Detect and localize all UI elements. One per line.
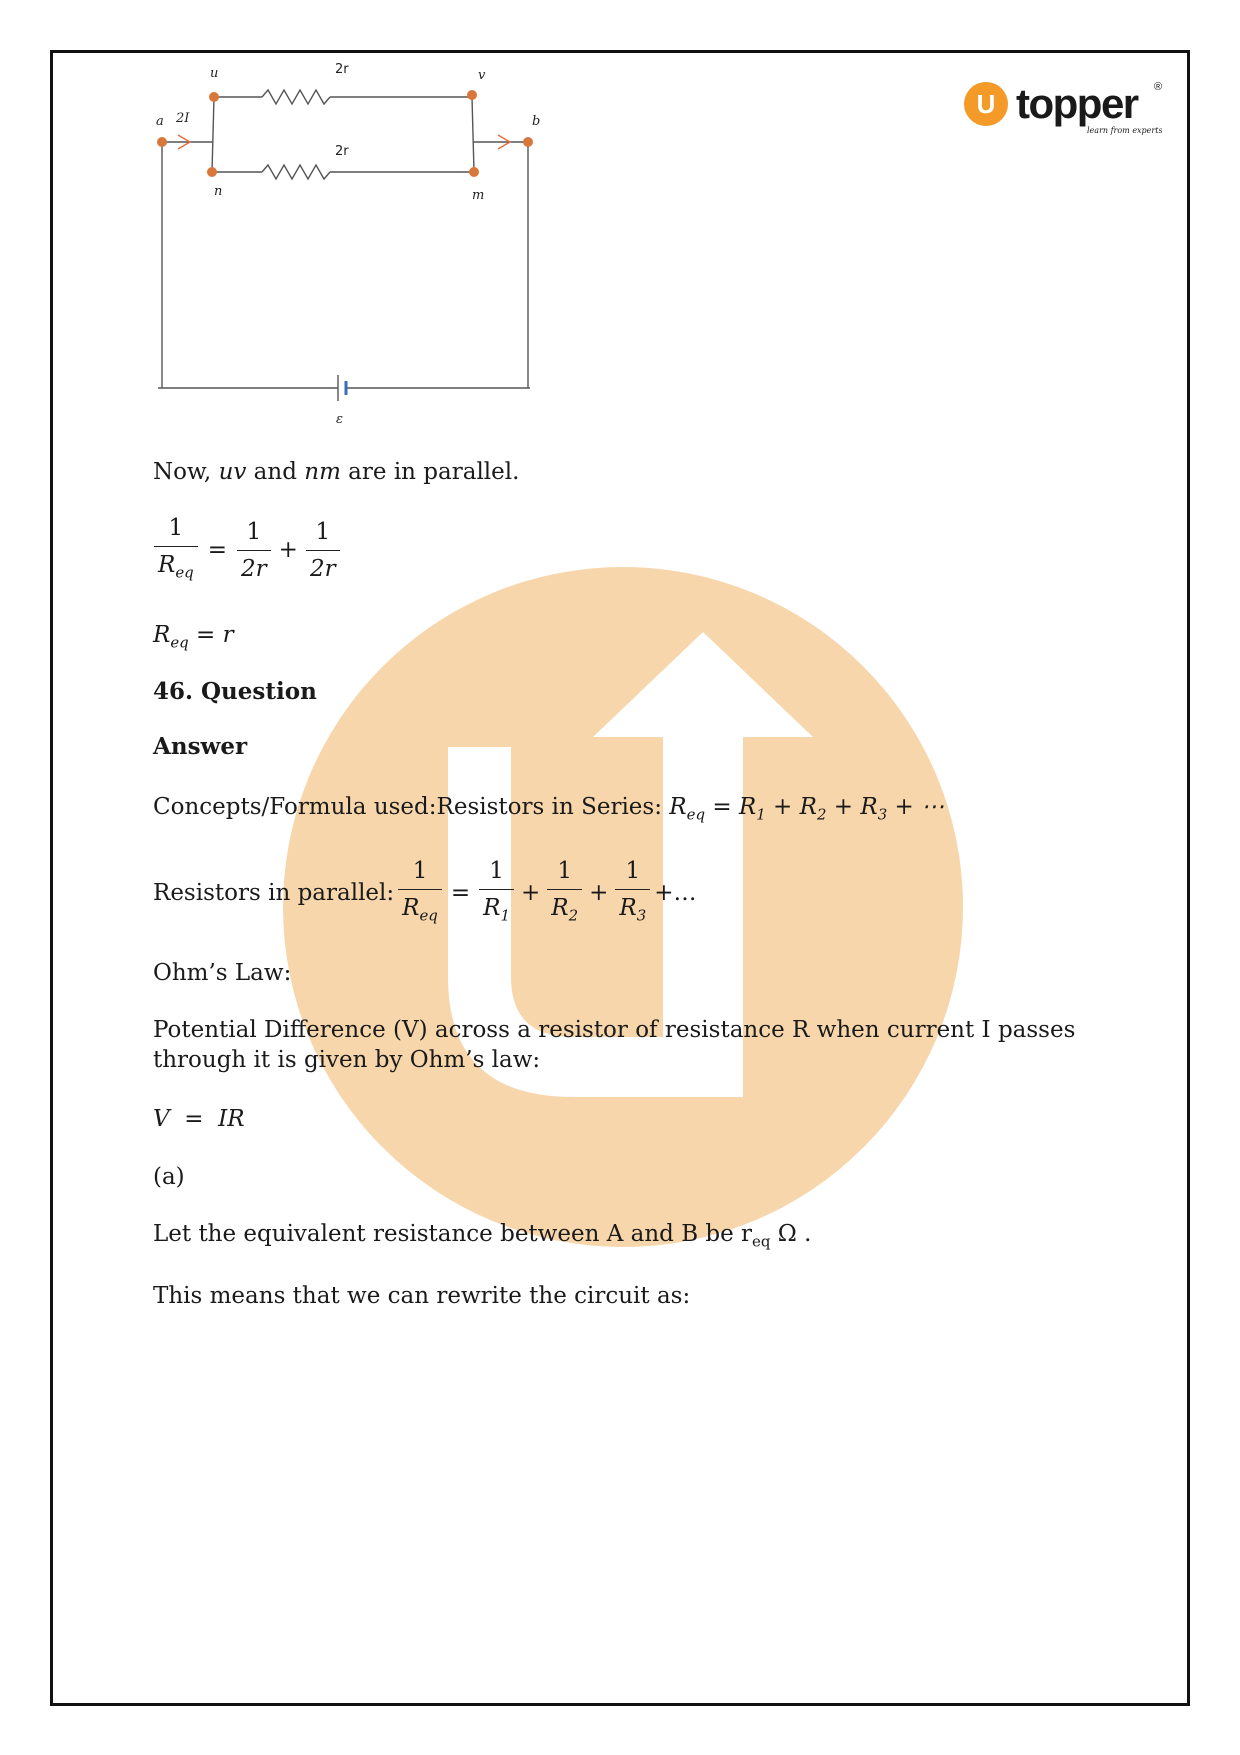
part-a-line1: Let the equivalent resistance between A and B be $r_{eq}$ Ω . [153, 1221, 812, 1251]
node-u [209, 92, 219, 102]
node-v [467, 90, 477, 100]
brand-logo [962, 78, 1162, 142]
concepts-series: Concepts/Formula used:Resistors in Series: $R_{eq} = R_1 + R_2 + R_3$ + ⋯ [153, 794, 945, 824]
label-current: 2I [176, 111, 190, 126]
brand-badge-letter: U [976, 89, 996, 119]
brand-tagline: learn from experts [1087, 126, 1162, 135]
node-a [157, 137, 167, 147]
label-u: u [210, 66, 219, 81]
ohm-heading: Ohm’s Law: [153, 960, 292, 986]
ohm-formula: V = IR [153, 1106, 245, 1132]
question-heading: 46. Question [153, 678, 317, 705]
ohm-description-line1: Potential Difference (V) across a resistor of resistance R when current I passes [153, 1017, 1076, 1043]
equation-req-result: $R_{eq} = r$ [153, 622, 234, 652]
label-m: m [472, 188, 485, 203]
node-m [469, 167, 479, 177]
answer-heading: Answer [153, 733, 248, 760]
node-b [523, 137, 533, 147]
circuit-diagram [150, 55, 550, 430]
label-n: n [214, 184, 223, 199]
node-n [207, 167, 217, 177]
equation-req-parallel: $\frac{1}{R_{eq}}$ = $\frac{1}{2r}$ + $\frac{1}{2r}$ [150, 513, 344, 588]
concepts-parallel: Resistors in parallel: $\frac{1}{R_{eq}}$ = $\frac{1}{R_1}$ + $\frac{1}{R_2}$ + $\frac{1}{R_3}$ +… [153, 856, 697, 931]
label-emf: ε [336, 412, 343, 427]
parallel-statement: Now, uv and nm are in parallel. [153, 459, 520, 485]
label-a: a [156, 114, 164, 129]
brand-name: topper [1016, 80, 1138, 127]
label-v: v [478, 68, 486, 83]
ohm-description-line2: through it is given by Ohm’s law: [153, 1047, 541, 1073]
label-resistor-bottom: 2r [335, 144, 349, 159]
brand-registered: ® [1154, 81, 1162, 93]
label-resistor-top: 2r [335, 62, 349, 77]
part-a-label: (a) [153, 1164, 185, 1190]
part-a-line2: This means that we can rewrite the circuit as: [153, 1283, 691, 1309]
label-b: b [532, 114, 541, 129]
